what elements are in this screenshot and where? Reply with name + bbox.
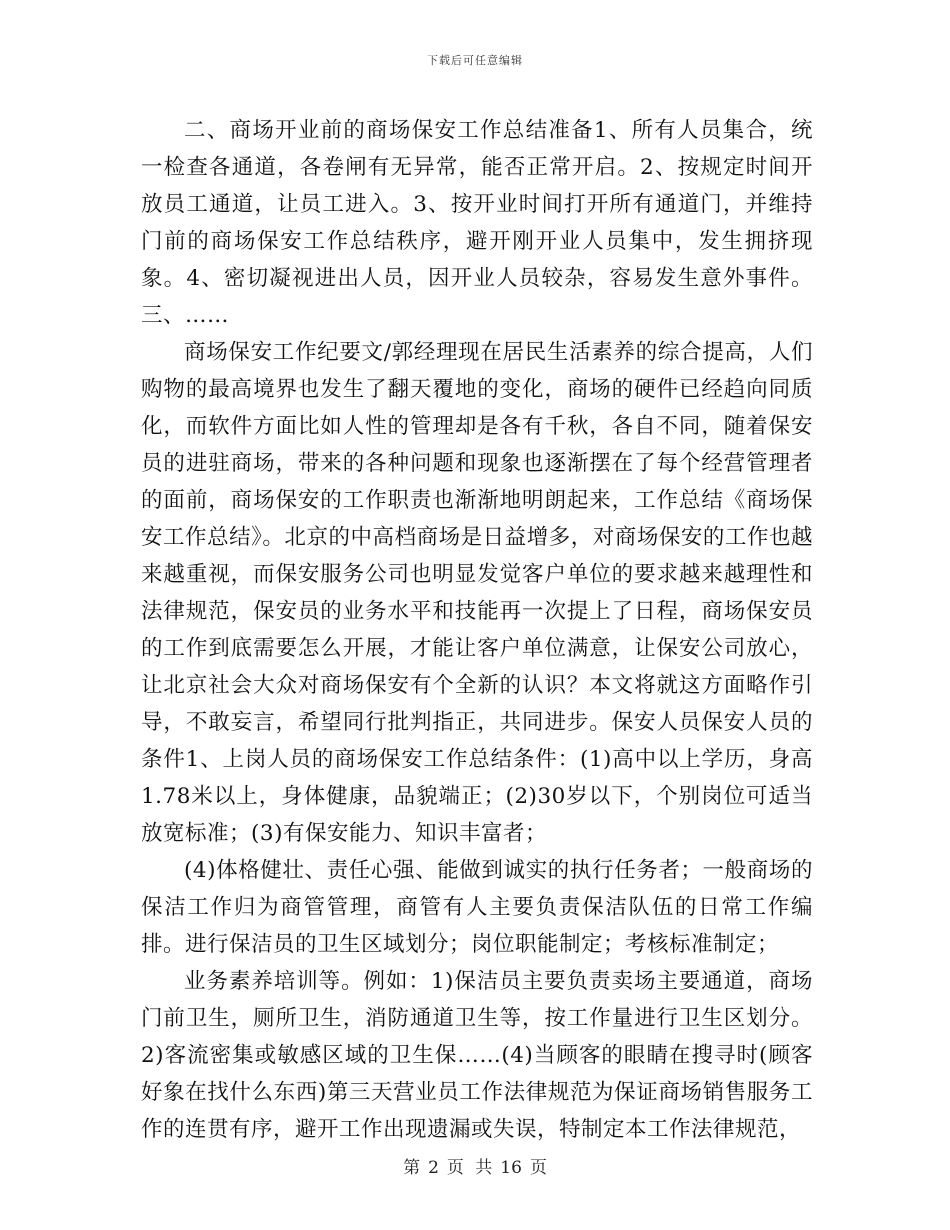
total-pages-number: 16 bbox=[500, 1158, 522, 1178]
footer-middle: 页 共 bbox=[446, 1158, 493, 1178]
page-header: 下载后可任意编辑 bbox=[427, 54, 523, 67]
document-body bbox=[141, 112, 813, 1148]
paragraph-2: 商场保安工作纪要文/郭经理现在居民生活素养的综合提高，人们购物的最高境界也发生了翻天覆地的变化，商场的硬件已经趋向同质化，而软件方面比如人性的管理却是各有千秋，各自不同，随着保安员的进驻商场，带来的各种问题和现象也逐渐摆在了每个经营管理者的面前，商场保安的工作职责也渐渐地明朗起来，工作总结《商场保安工作总结》。北京的中高档商场是日益增多，对商场保安的工作也越来越重视，而保安服务公司也明显发觉客户单位的要求越来越理性和法律规范，保安员的业务水平和技能再一次提上了日程，商场保安员的工作到底需要怎么开展，才能让客户单位满意，让保安公司放心，让北京社会大众对商场保安有个全新的认识？本文将就这方面略作引导，不敢妄言，希望同行批判指正，共同进步。保安人员保安人员的条件1、上岗人员的商场保安工作总结条件：(1)高中以上学历，身高1.78米以上，身体健康，品貌端正；(2)30岁以下，个别岗位可适当放宽标准；(3)有保安能力、知识丰富者； bbox=[141, 340, 813, 846]
current-page-number: 2 bbox=[428, 1158, 439, 1178]
page-footer bbox=[0, 1153, 950, 1178]
footer-suffix: 页 bbox=[529, 1158, 547, 1178]
paragraph-4: 业务素养培训等。例如：1)保洁员主要负责卖场主要通道，商场门前卫生，厕所卫生，消防通道卫生等，按工作量进行卫生区划分。2)客流密集或敏感区域的卫生保……(4)当顾客的眼睛在搜寻时(顾客好象在找什么东西)第三天营业员工作法律规范为保证商场销售服务工作的连贯有序，避开工作出现遗漏或失误，特制定本工作法律规范， bbox=[141, 969, 813, 1142]
paragraph-3: (4)体格健壮、责任心强、能做到诚实的执行任务者；一般商场的保洁工作归为商管管理，商管有人主要负责保洁队伍的日常工作编排。进行保洁员的卫生区域划分；岗位职能制定；考核标准制定； bbox=[141, 858, 813, 957]
paragraph-1: 二、商场开业前的商场保安工作总结准备1、所有人员集合，统一检查各通道，各卷闸有无异常，能否正常开启。2、按规定时间开放员工通道，让员工进入。3、按开业时间打开所有通道门，并维持门前的商场保安工作总结秩序，避开刚开业人员集中，发生拥挤现象。4、密切凝视进出人员，因开业人员较杂，容易发生意外事件。三、…… bbox=[141, 118, 813, 328]
footer-prefix: 第 bbox=[403, 1158, 421, 1178]
